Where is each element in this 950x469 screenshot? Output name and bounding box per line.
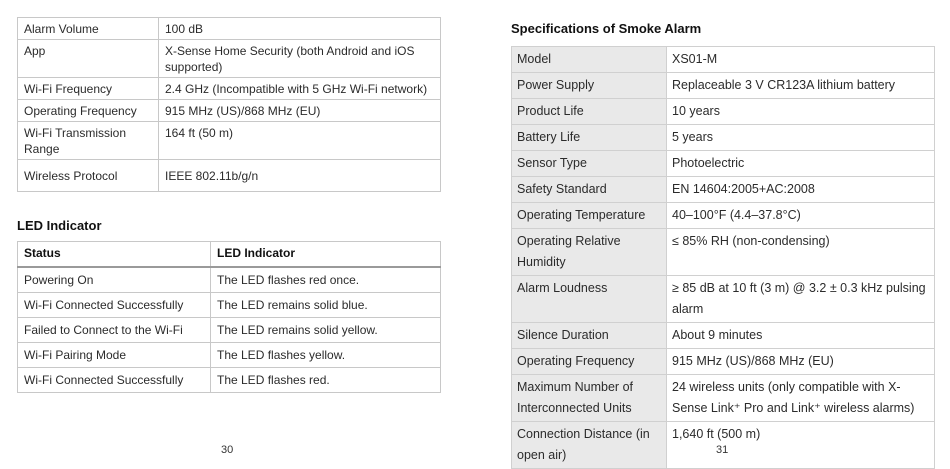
- led-indicator-table: [17, 241, 441, 393]
- spec-key: Sensor Type: [512, 151, 667, 177]
- spec-key: Power Supply: [512, 73, 667, 99]
- spec-key: Maximum Number of Interconnected Units: [512, 375, 667, 422]
- smoke-alarm-spec-heading: Specifications of Smoke Alarm: [511, 21, 702, 36]
- table-row: [512, 323, 935, 349]
- table-row: [18, 40, 441, 78]
- spec-value: 164 ft (50 m): [159, 122, 441, 160]
- table-row: [512, 177, 935, 203]
- left-page: [0, 0, 470, 455]
- led-cell: The LED flashes red once.: [211, 267, 441, 293]
- status-cell: Wi-Fi Connected Successfully: [18, 293, 211, 318]
- table-row: [512, 349, 935, 375]
- table-row: [512, 276, 935, 323]
- spec-key: Alarm Volume: [18, 18, 159, 40]
- spec-key: Model: [512, 47, 667, 73]
- spec-value: Photoelectric: [667, 151, 935, 177]
- status-cell: Wi-Fi Connected Successfully: [18, 368, 211, 393]
- table-row: [18, 368, 441, 393]
- table-row: [18, 160, 441, 192]
- spec-key: Operating Frequency: [18, 100, 159, 122]
- spec-key: Operating Relative Humidity: [512, 229, 667, 276]
- table-row: [512, 125, 935, 151]
- spec-value: IEEE 802.11b/g/n: [159, 160, 441, 192]
- column-header-status: Status: [18, 242, 211, 268]
- table-row: [512, 151, 935, 177]
- spec-value: 5 years: [667, 125, 935, 151]
- table-row: [512, 229, 935, 276]
- spec-key: Wi-Fi Transmission Range: [18, 122, 159, 160]
- table-row: [18, 343, 441, 368]
- spec-key: Product Life: [512, 99, 667, 125]
- status-cell: Failed to Connect to the Wi-Fi: [18, 318, 211, 343]
- table-row: [512, 73, 935, 99]
- spec-value: 915 MHz (US)/868 MHz (EU): [667, 349, 935, 375]
- table-row: [512, 99, 935, 125]
- spec-value: Replaceable 3 V CR123A lithium battery: [667, 73, 935, 99]
- spec-key: Silence Duration: [512, 323, 667, 349]
- spec-key: App: [18, 40, 159, 78]
- spec-value: 10 years: [667, 99, 935, 125]
- led-cell: The LED remains solid blue.: [211, 293, 441, 318]
- table-row: [18, 78, 441, 100]
- spec-key: Wireless Protocol: [18, 160, 159, 192]
- led-cell: The LED remains solid yellow.: [211, 318, 441, 343]
- spec-value: About 9 minutes: [667, 323, 935, 349]
- table-row: [18, 122, 441, 160]
- spec-key: Operating Temperature: [512, 203, 667, 229]
- spec-value: 40–100°F (4.4–37.8°C): [667, 203, 935, 229]
- spec-value: 2.4 GHz (Incompatible with 5 GHz Wi-Fi network): [159, 78, 441, 100]
- spec-value: X-Sense Home Security (both Android and iOS supported): [159, 40, 441, 78]
- table-row: [512, 375, 935, 422]
- spec-value: ≤ 85% RH (non-condensing): [667, 229, 935, 276]
- spec-key: Battery Life: [512, 125, 667, 151]
- status-cell: Powering On: [18, 267, 211, 293]
- spec-value: ≥ 85 dB at 10 ft (3 m) @ 3.2 ± 0.3 kHz pulsing alarm: [667, 276, 935, 323]
- table-row: [18, 318, 441, 343]
- table-row: [18, 293, 441, 318]
- spec-value: 100 dB: [159, 18, 441, 40]
- led-cell: The LED flashes yellow.: [211, 343, 441, 368]
- led-cell: The LED flashes red.: [211, 368, 441, 393]
- column-header-led: LED Indicator: [211, 242, 441, 268]
- smoke-alarm-spec-table: [511, 46, 935, 469]
- spec-value: 24 wireless units (only compatible with X-Sense Link⁺ Pro and Link⁺ wireless alarms): [667, 375, 935, 422]
- led-indicator-heading: LED Indicator: [17, 218, 102, 233]
- page-number: 31: [716, 444, 729, 456]
- table-row: [512, 203, 935, 229]
- right-page: [475, 0, 950, 462]
- table-row: [512, 47, 935, 73]
- table-header-row: [18, 242, 441, 268]
- table-row: [18, 267, 441, 293]
- status-cell: Wi-Fi Pairing Mode: [18, 343, 211, 368]
- table-row: [18, 100, 441, 122]
- spec-key: Wi-Fi Frequency: [18, 78, 159, 100]
- spec-key: Connection Distance (in open air): [512, 422, 667, 469]
- spec-key: Operating Frequency: [512, 349, 667, 375]
- wifi-spec-table: [17, 17, 441, 192]
- spec-value: 1,640 ft (500 m): [667, 422, 935, 469]
- page-number: 30: [221, 444, 234, 456]
- spec-value: XS01-M: [667, 47, 935, 73]
- table-row: [18, 18, 441, 40]
- spec-key: Safety Standard: [512, 177, 667, 203]
- spec-key: Alarm Loudness: [512, 276, 667, 323]
- spec-value: EN 14604:2005+AC:2008: [667, 177, 935, 203]
- spec-value: 915 MHz (US)/868 MHz (EU): [159, 100, 441, 122]
